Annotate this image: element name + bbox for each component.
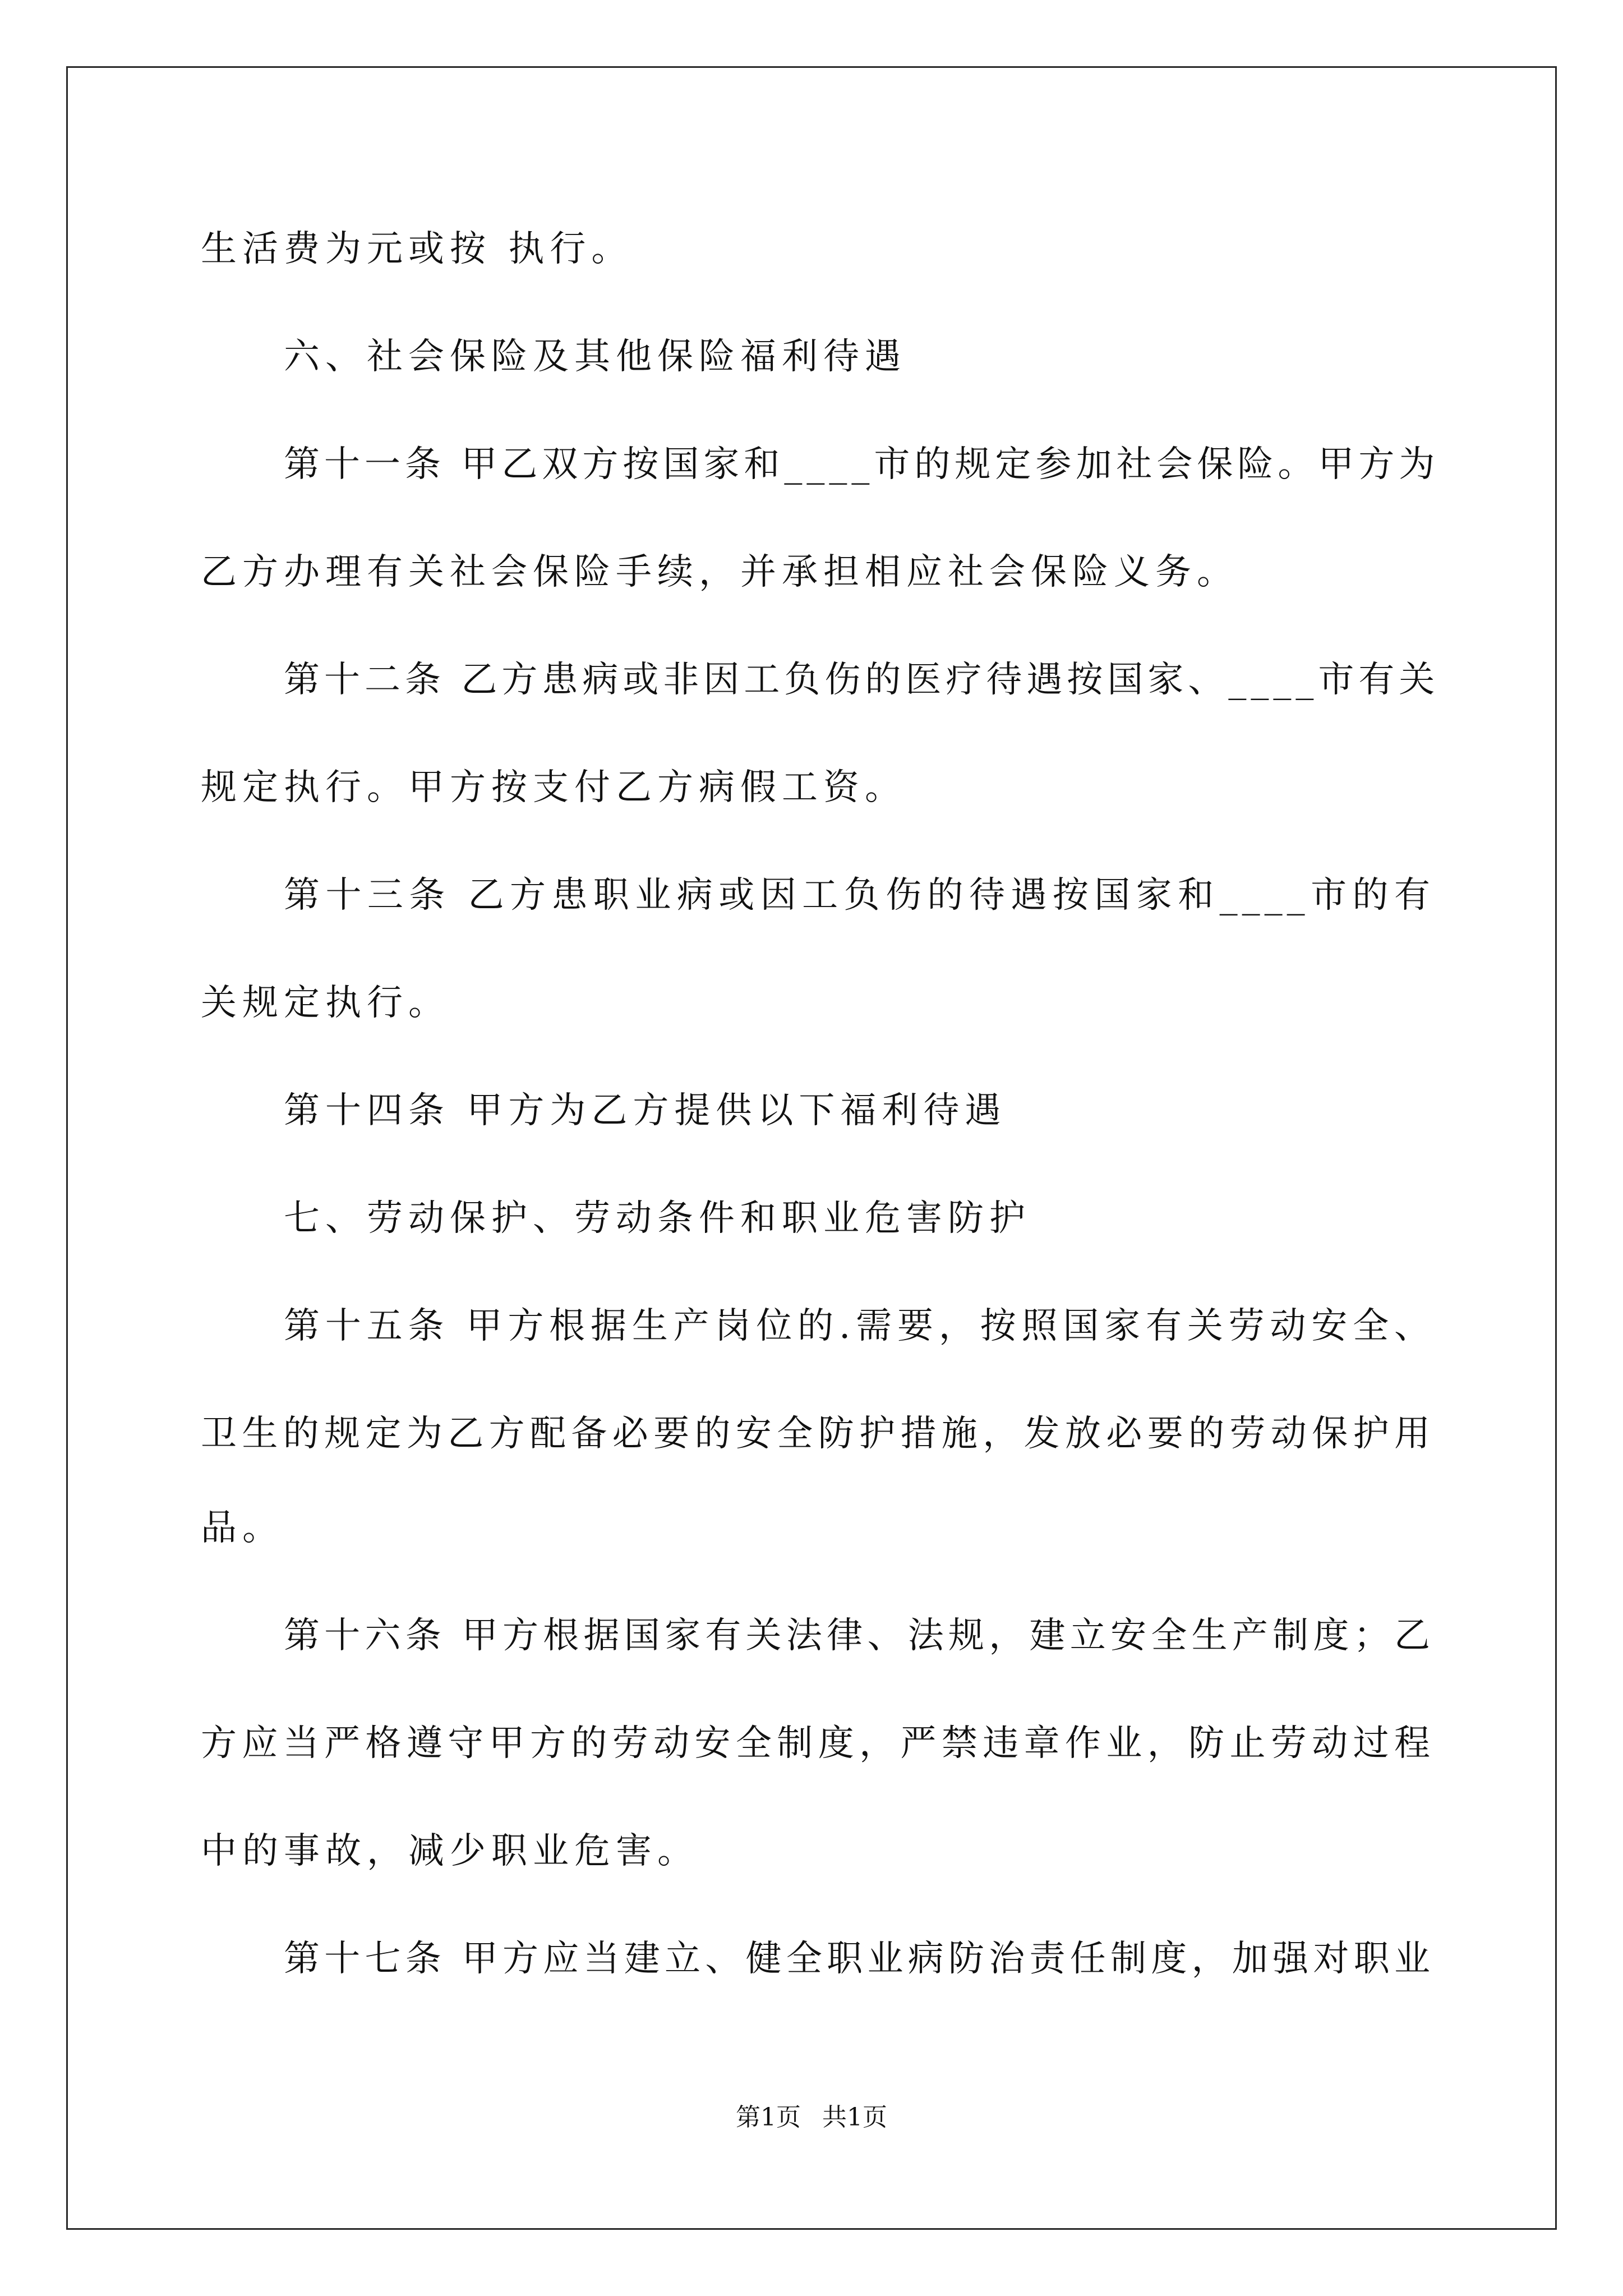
paragraph-line: 生活费为元或按 执行。	[201, 228, 633, 270]
section-heading: 六、社会保险及其他保险福利待遇	[284, 336, 906, 378]
paragraph-line: 卫生的规定为乙方配备必要的安全防护措施，发放必要的劳动保护用	[201, 1413, 1435, 1455]
paragraph-line: 方应当严格遵守甲方的劳动安全制度，严禁违章作业，防止劳动过程	[201, 1723, 1435, 1764]
page-number-current: 第1页	[736, 2103, 801, 2132]
paragraph-line: 第十二条 乙方患病或非因工负伤的医疗待遇按国家、____市有关	[284, 659, 1440, 701]
page-border	[66, 66, 1557, 2230]
paragraph-line: 第十一条 甲乙双方按国家和____市的规定参加社会保险。甲方为	[284, 444, 1440, 485]
paragraph-line: 第十五条 甲方根据生产岗位的.需要，按照国家有关劳动安全、	[284, 1305, 1435, 1347]
paragraph-line: 第十三条 乙方患职业病或因工负伤的待遇按国家和____市的有	[284, 875, 1435, 916]
paragraph-line: 第十四条 甲方为乙方提供以下福利待遇	[284, 1090, 1007, 1131]
paragraph-line: 第十七条 甲方应当建立、健全职业病防治责任制度，加强对职业	[284, 1938, 1435, 1980]
paragraph-line: 品。	[201, 1507, 284, 1549]
paragraph-line: 关规定执行。	[201, 982, 450, 1024]
paragraph-line: 乙方办理有关社会保险手续，并承担相应社会保险义务。	[201, 551, 1238, 593]
page-footer	[0, 2102, 1623, 2133]
paragraph-line: 中的事故，减少职业危害。	[201, 1830, 699, 1872]
page-number-total: 共1页	[822, 2103, 887, 2132]
paragraph-line: 规定执行。甲方按支付乙方病假工资。	[201, 767, 906, 808]
paragraph-line: 第十六条 甲方根据国家有关法律、法规，建立安全生产制度；乙	[284, 1615, 1435, 1657]
section-heading: 七、劳动保护、劳动条件和职业危害防护	[284, 1198, 1031, 1239]
